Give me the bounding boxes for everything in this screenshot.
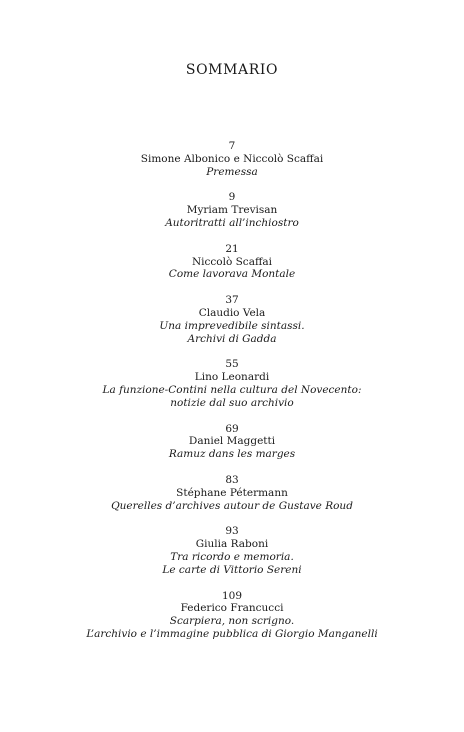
toc-entry xyxy=(0,423,464,461)
entry-title: Una imprevedibile sintassi. xyxy=(159,319,305,332)
entry-page-number: 109 xyxy=(221,589,243,602)
toc-entry xyxy=(0,358,464,409)
entry-title: notizie dal suo archivio xyxy=(170,396,294,409)
toc-entry xyxy=(0,243,464,281)
entry-page-number: 69 xyxy=(225,422,239,435)
entry-page-number: 9 xyxy=(228,191,236,204)
entry-author: Simone Albonico e Niccolò Scaffai xyxy=(140,152,324,165)
entry-title: Scarpiera, non scrigno. xyxy=(169,615,295,628)
entry-author: Federico Francucci xyxy=(180,602,284,615)
toc-entry xyxy=(0,525,464,576)
toc-list xyxy=(0,140,464,654)
entry-author: Daniel Maggetti xyxy=(188,435,276,448)
entry-author: Claudio Vela xyxy=(198,306,266,319)
page-title: SOMMARIO xyxy=(185,62,279,78)
entry-page-number: 37 xyxy=(225,294,239,307)
entry-title: Autoritratti all’inchiostro xyxy=(165,216,299,229)
entry-title: Archivi di Gadda xyxy=(187,332,277,345)
entry-title: Le carte di Vittorio Sereni xyxy=(162,563,302,576)
toc-entry xyxy=(0,590,464,641)
entry-page-number: 93 xyxy=(225,525,239,538)
entry-title: Querelles d’archives autour de Gustave Roud xyxy=(111,499,353,512)
entry-title: Premessa xyxy=(206,165,258,178)
entry-author: Giulia Raboni xyxy=(195,538,269,551)
entry-title: L’archivio e l’immagine pubblica di Giorgio Manganelli xyxy=(86,627,378,640)
entry-title: Ramuz dans les marges xyxy=(168,448,296,461)
toc-entry xyxy=(0,191,464,229)
toc-entry xyxy=(0,474,464,512)
entry-page-number: 83 xyxy=(225,473,239,486)
entry-title: La funzione-Contini nella cultura del Novecento: xyxy=(102,383,362,396)
entry-page-number: 21 xyxy=(225,242,239,255)
entry-title: Come lavorava Montale xyxy=(168,268,296,281)
entry-author: Myriam Trevisan xyxy=(186,204,278,217)
toc-entry xyxy=(0,140,464,178)
entry-author: Niccolò Scaffai xyxy=(191,255,273,268)
entry-author: Lino Leonardi xyxy=(194,371,270,384)
entry-author: Stéphane Pétermann xyxy=(176,486,288,499)
entry-page-number: 7 xyxy=(228,140,236,152)
toc-entry xyxy=(0,294,464,345)
entry-page-number: 55 xyxy=(225,358,239,371)
entry-title: Tra ricordo e memoria. xyxy=(170,550,294,563)
